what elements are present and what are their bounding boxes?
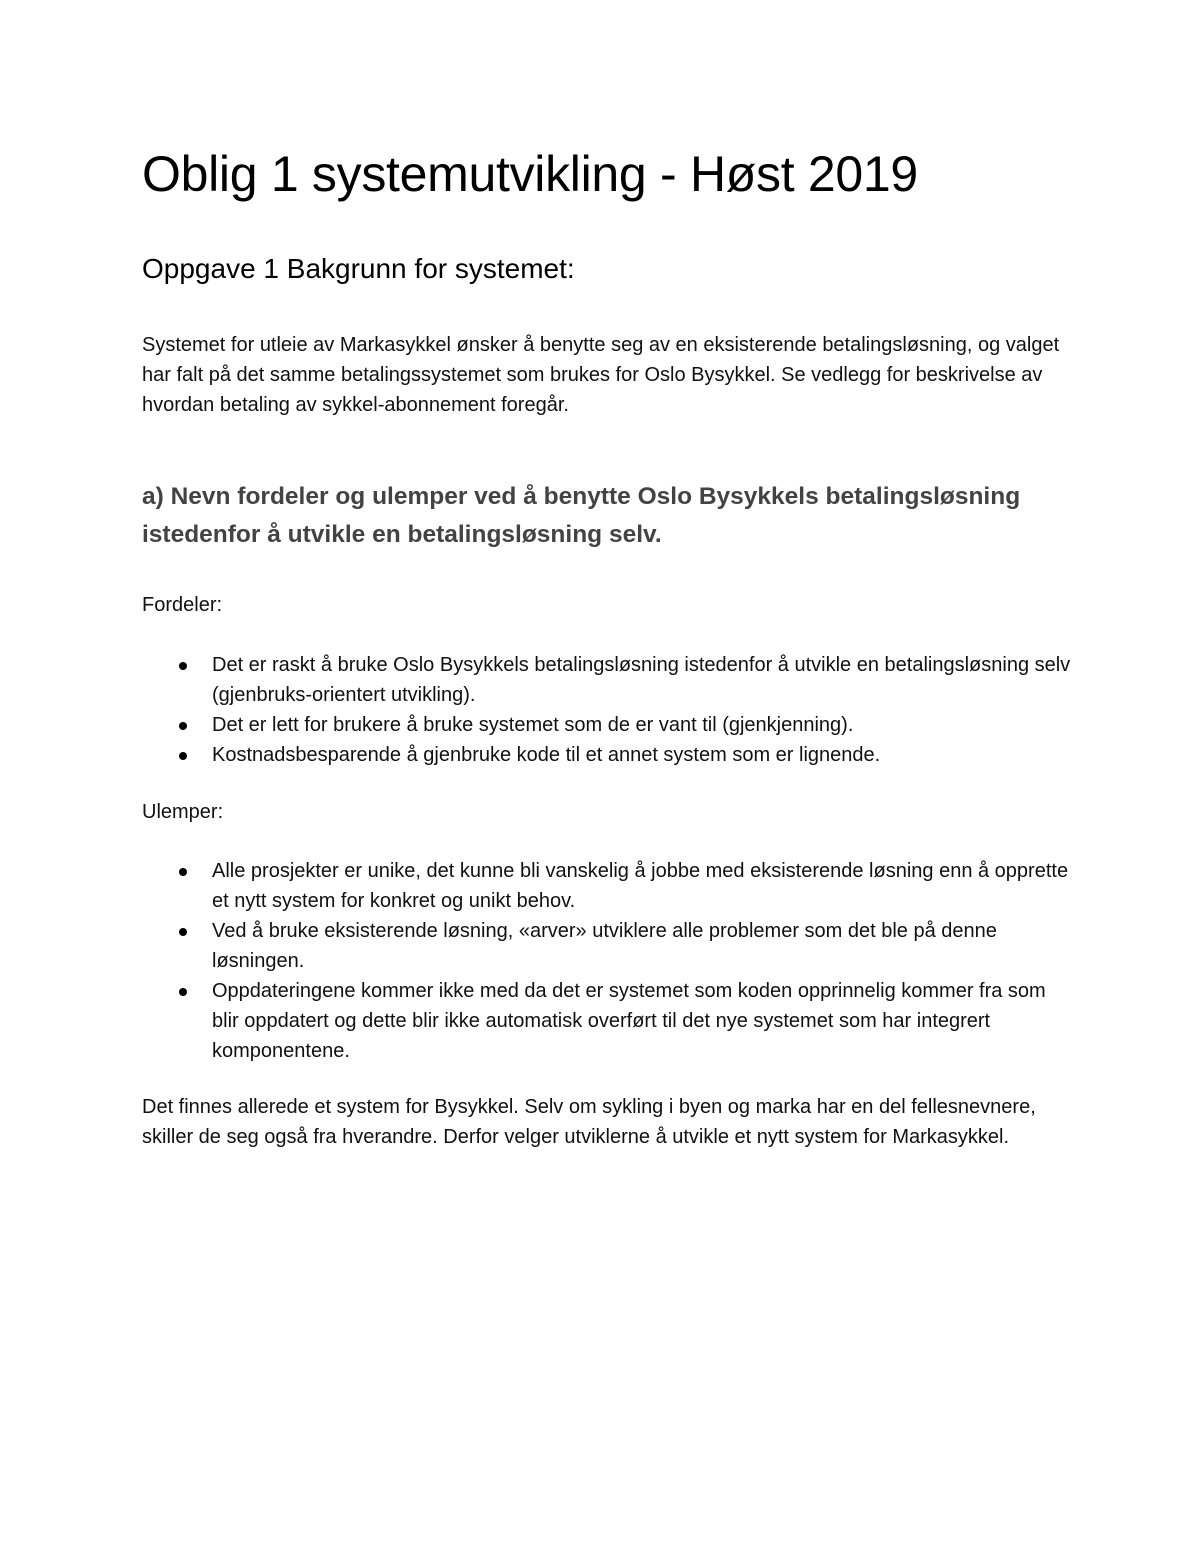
section-heading: Oppgave 1 Bakgrunn for systemet: — [142, 253, 575, 284]
list-item-text: Det er raskt å bruke Oslo Bysykkels betalingsløsning istedenfor å utvikle en betalingsløsning selv (gjenbruks-orientert utvikling). — [212, 654, 1071, 706]
list-item — [142, 650, 1072, 710]
ulemper-label: Ulemper: — [142, 801, 224, 823]
list-item-text: Det er lett for brukere å bruke systemet som de er vant til (gjenkjenning). — [212, 714, 854, 736]
bullet-icon — [179, 662, 187, 670]
ulemper-list — [142, 856, 1072, 1066]
fordeler-label: Fordeler: — [142, 594, 223, 616]
list-item — [142, 976, 1072, 1066]
list-item — [142, 710, 1072, 740]
list-item-text: Oppdateringene kommer ikke med da det er systemet som koden opprinnelig kommer fra som blir oppdatert og dette blir ikke automatisk overført til det nye systemet som har integrert komponentene. — [212, 980, 1046, 1062]
list-item — [142, 916, 1072, 976]
document-title: Oblig 1 systemutvikling - Høst 2019 — [142, 146, 918, 202]
bullet-icon — [179, 868, 187, 876]
list-item-text: Alle prosjekter er unike, det kunne bli vanskelig å jobbe med eksisterende løsning enn å opprette et nytt system for konkret og unikt behov. — [212, 860, 1069, 912]
fordeler-list — [142, 650, 1072, 770]
list-item-text: Ved å bruke eksisterende løsning, «arver» utviklere alle problemer som det ble på denne løsningen. — [212, 920, 997, 972]
question-a-heading: a) Nevn fordeler og ulemper ved å benytte Oslo Bysykkels betalingsløsning istedenfor å utvikle en betalingsløsning selv. — [142, 483, 1021, 548]
list-item — [142, 856, 1072, 916]
list-item — [142, 740, 1072, 770]
bullet-icon — [179, 722, 187, 730]
bullet-icon — [179, 928, 187, 936]
bullet-icon — [179, 988, 187, 996]
intro-paragraph: Systemet for utleie av Markasykkel ønsker å benytte seg av en eksisterende betalingsløsning, og valget har falt på det samme betalingssystemet som brukes for Oslo Bysykkel. Se vedlegg for beskrivelse av hvordan betaling av sykkel-abonnement foregår. — [142, 334, 1060, 416]
conclusion-paragraph: Det finnes allerede et system for Bysykkel. Selv om sykling i byen og marka har en del fellesnevnere, skiller de seg også fra hverandre. Derfor velger utviklerne å utvikle et nytt system for Markasykkel. — [142, 1096, 1036, 1148]
list-item-text: Kostnadsbesparende å gjenbruke kode til et annet system som er lignende. — [212, 744, 881, 766]
bullet-icon — [179, 752, 187, 760]
